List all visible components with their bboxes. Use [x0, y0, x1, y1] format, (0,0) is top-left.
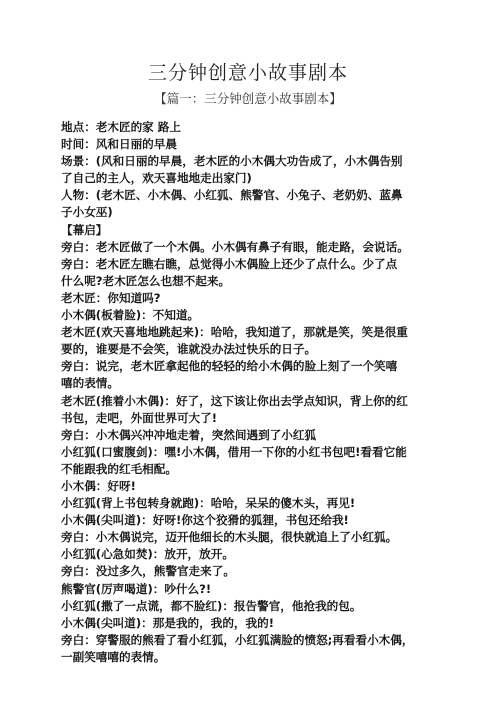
script-line: 小木偶(板着脸)：不知道。 — [61, 308, 200, 323]
script-line: 老木匠(欢天喜地地跳起来)：哈哈，我知道了，那就是笑，笑是很重 要的，谁要是不会笑，谁就没办法过快乐的日子。 — [61, 325, 408, 357]
script-line: 地点：老木匠的家 路上 — [61, 120, 181, 134]
script-line: 旁白：说完，老木匠拿起他的轻轻的给小木偶的脸上刻了一个笑嘻 嘻的表情。 — [61, 359, 398, 391]
script-line: 旁白：穿警服的熊看了看小红狐，小红狐满脸的愤怒;再看看小木偶， 一副笑嘻嘻的表情。 — [61, 632, 414, 664]
script-line: 小红狐(撒了一点谎，都不脸红)：报告警官，他抢我的包。 — [61, 598, 362, 613]
script-line: 时间：风和日丽的早晨 — [61, 137, 177, 152]
script-line: 熊警官(厉声喝道)：吵什么?! — [61, 581, 212, 596]
document-title: 三分钟创意小故事剧本 — [147, 62, 348, 84]
script-line: 旁白：老木匠做了一个木偶。小木偶有鼻子有眼，能走路，会说话。 旁白：老木匠左瞧右瞧，总觉得小木偶脸上还少了点什么。少了点 什么呢?老木匠怎么也想不起来。 — [61, 239, 409, 288]
script-line: 老木匠(推着小木偶)：好了，这下该让你出去学点知识，背上你的红 书包，走吧，外面世界可大了! — [61, 393, 408, 425]
script-line: 小红狐(心急如焚)：放开，放开。 — [61, 547, 234, 562]
script-line: 小红狐(口蜜腹剑)：嘿!小木偶，借用一下你的小红书包吧!看看它能 不能跟我的红毛相配。 — [61, 444, 407, 476]
script-line: 小木偶：好呀! — [61, 478, 136, 493]
document-subtitle: 【篇一：三分钟创意小故事剧本】 — [154, 91, 342, 106]
script-line: 【幕启】 — [61, 222, 108, 237]
script-line: 人物：(老木匠、小木偶、小红狐、熊警官、小兔子、老奶奶、蓝鼻 子小女巫) — [61, 188, 403, 220]
script-line: 旁白：小木偶说完，迈开他细长的木头腿，很快就追上了小红狐。 — [61, 530, 398, 545]
script-line: 旁白：小木偶兴冲冲地走着，突然间遇到了小红狐 — [61, 427, 317, 442]
script-body — [61, 119, 451, 666]
script-line: 小红狐(背上书包转身就跑)：哈哈，呆呆的傻木头，再见! — [61, 496, 356, 511]
script-line: 旁白：没过多久，熊警官走来了。 — [61, 564, 235, 579]
script-line: 小木偶(尖叫道)：好呀!你这个狡猾的狐狸，书包还给我! — [61, 513, 349, 528]
script-line: 小木偶(尖叫道)：那是我的，我的，我的! — [61, 615, 274, 630]
script-line: 场景：(风和日丽的早晨，老木匠的小木偶大功告成了，小木偶告别 了自己的主人，欢天喜地地走出家门) — [61, 154, 403, 186]
script-line: 老木匠：你知道吗? — [61, 290, 161, 305]
